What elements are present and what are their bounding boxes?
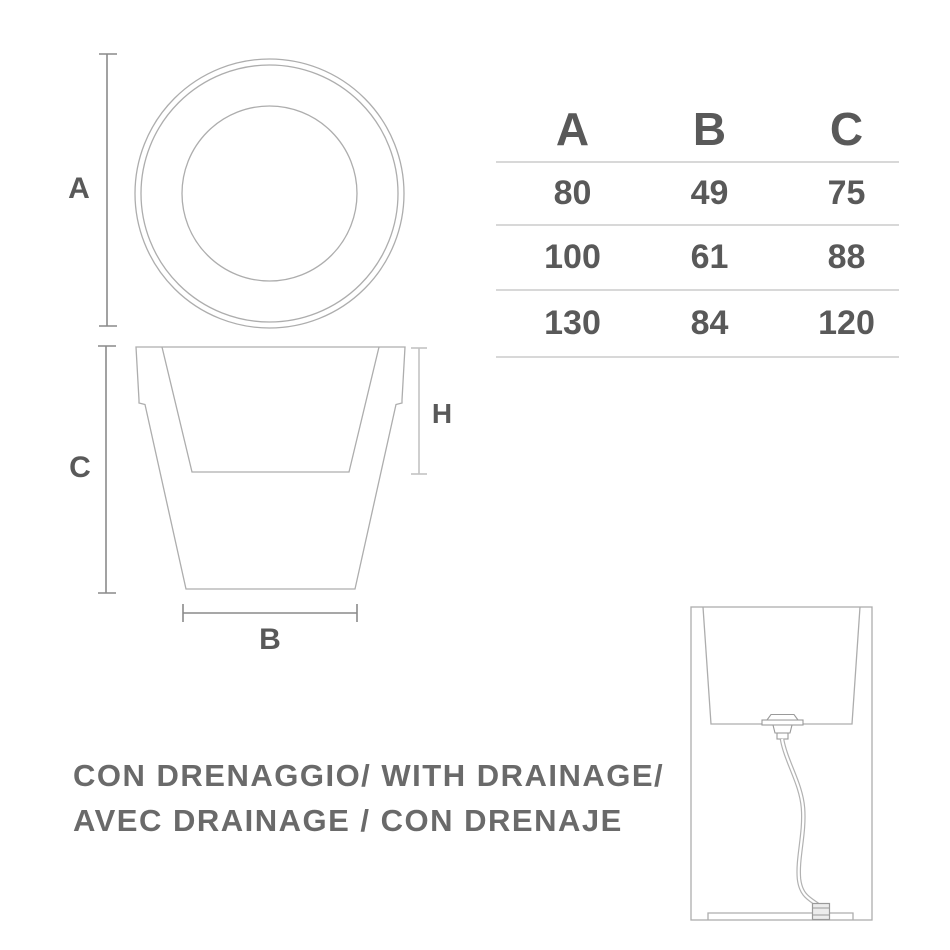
size-cell: 80 <box>553 174 592 212</box>
section-feet-step <box>708 913 853 920</box>
side-view-inner-cavity <box>162 347 379 472</box>
section-view-drawing <box>691 607 872 920</box>
size-table-row <box>496 163 899 226</box>
size-table-row <box>496 291 899 358</box>
size-table-header-A: A <box>555 102 590 155</box>
drain-connector <box>813 904 830 920</box>
top-view-drawing <box>135 59 404 328</box>
size-table-header-row <box>496 96 899 163</box>
size-cell: 100 <box>544 238 601 276</box>
drain-stem <box>777 733 788 739</box>
dimension-lines <box>98 54 357 622</box>
size-cell: 88 <box>827 238 866 276</box>
drainage-caption <box>73 753 664 843</box>
section-outer-body <box>691 607 872 920</box>
drain-fitting <box>762 715 803 740</box>
top-view-outer-rim-circle <box>135 59 404 328</box>
size-cell: 49 <box>690 174 729 212</box>
size-cell: 130 <box>544 304 601 342</box>
drainage-caption-line1: CON DRENAGGIO/ WITH DRAINAGE/ <box>73 758 665 793</box>
dim-C-vertical <box>98 346 116 593</box>
size-cell: 120 <box>818 304 875 342</box>
drain-flange <box>762 720 803 725</box>
side-view-drawing <box>136 347 405 589</box>
drainage-caption-line2: AVEC DRAINAGE / CON DRENAJE <box>73 803 623 838</box>
size-table-header-C: C <box>829 102 864 155</box>
size-table-row <box>496 226 899 291</box>
dim-label-B: B <box>259 623 281 656</box>
size-table <box>496 96 899 358</box>
drain-nut <box>773 725 792 733</box>
top-view-rim-inner-edge-circle <box>141 65 398 322</box>
size-cell: 84 <box>690 304 729 342</box>
size-table-header-B: B <box>692 102 727 155</box>
dim-label-H: H <box>431 398 453 429</box>
dim-H-vertical <box>411 348 427 474</box>
top-view-cavity-circle <box>182 106 357 281</box>
drain-cap <box>767 715 798 721</box>
size-cell: 61 <box>690 238 729 276</box>
dim-B-horizontal <box>183 604 357 622</box>
dim-A-vertical <box>99 54 117 326</box>
size-cell: 75 <box>827 174 866 212</box>
dim-label-C: C <box>69 451 91 484</box>
dim-label-A: A <box>68 172 90 205</box>
side-view-outer-profile <box>136 347 405 589</box>
section-inner-cavity <box>703 607 860 724</box>
